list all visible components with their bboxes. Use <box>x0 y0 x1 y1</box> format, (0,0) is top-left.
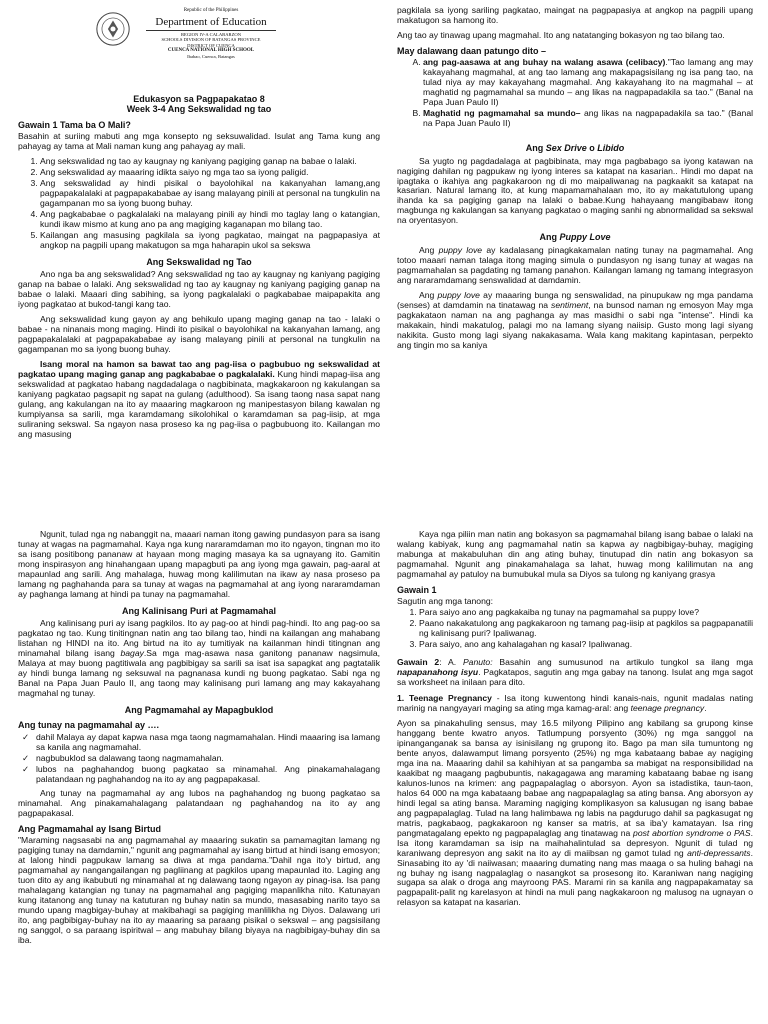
paragraph-text: sentiment <box>551 299 589 310</box>
paragraph-text: - Isa itong kuwentong hindi kanais-nais, ngunit madalas nating marinig na nangyayari maging sa ating mga kamag-aral: ang <box>397 693 753 713</box>
list-item: 2. Ang sekswalidad ay maaaring idikta saiyo ng mga tao sa iyong paligid. <box>40 168 380 178</box>
list-item: 3. Para saiyo, ano ang kahalagahan ng kasal? Ipaliwanag. <box>419 640 753 650</box>
tunay-na-pagmamahal-heading: Ang tunay na pagmamahal ay …. <box>18 720 160 731</box>
heading-part: Ang <box>525 143 546 154</box>
list-item: 1. Ang sekswalidad ng tao ay kaugnay ng kaniyang pagiging ganap na babae o lalaki. <box>40 157 380 167</box>
gawain1-heading: Gawain 1 <box>397 584 437 595</box>
region-label: REGION IV-A CALABARZON <box>180 31 242 37</box>
mapagbuklod-heading: Ang Pagmamahal ay Mapagbuklod <box>124 704 274 715</box>
sex-drive-paragraph: Sa yugto ng pagdadalaga at pagbibinata, may mga pagbabago sa iyong katawan na nagiging dahilan ng pagpukaw ng iyong interes sa katapat na kasarian.. Hindi mo dapat na ipagtaka o ikahiya ang pagkakaroon ng di mo maipaliwanag na pagkaakit sa katapat na kasarian. Natural lamang ito, at kung mapamamahalaan mo, ito ay makatutulong upang ihanda ka sa pagiging ganap na lalaki o babae.Kung hahayaang mangibabaw itong magbunga ng kakulangan sa kanyang pagkatao o maging sanhi ng abnormalidad sa sekswal na oryentasyon. <box>397 155 753 226</box>
heading-part: Sex Drive <box>545 143 587 154</box>
paragraph-text: napapanahong isyu <box>397 667 479 678</box>
sekswalidad-heading: Ang Sekswalidad ng Tao <box>146 256 252 267</box>
tunay-checklist <box>18 733 380 785</box>
list-item <box>423 109 753 129</box>
list-item: 3. Ang sekswalidad ay hindi pisikal o bayolohikal na kakanyahan lamang,ang pagpapakalalaki at pagpapakababae ay isang malayang pinili at personal na tungkulin na gagampanan mo sa iyong buong buhay. <box>40 179 380 209</box>
teenage-pregnancy-title: 1. Teenage Pregnancy <box>397 693 492 704</box>
paragraph-text: .Sa mga mag-asawa nasa ganitong pananaw nagsimula, Malaya at may buong pagtitiwala ang pagbibigay sa sarili sa isat isa sapagkat ang pagtatalik ay hindi bunga lamang ng seksuwal na pagnanasa kundi ng buong pagkatao. Sabi nga ng Banal na Papa Juan Paulo II, ang taong may kalinisang puri lamang ang may kakayahang magmahal ng tunay. <box>18 648 380 698</box>
paragraph-text: puppy love <box>438 244 483 255</box>
paragraph-text: Basahin ang sumusunod na artikulo tungkol sa ilang mga <box>492 657 753 668</box>
list-item: 4. Ang pagkababae o pagkalalaki na malayang pinili ay hindi mo taglay lang o katangian, kundi ikaw mismo at kung ano pa ang magiging kaganapan mo bilang tao. <box>40 210 380 230</box>
panuto-label: Panuto: <box>462 657 493 668</box>
sekswalidad-paragraph-2: Ang sekswalidad kung gayon ay ang behikulo upang maging ganap na tao - lalaki o babae - na ninanais mong maging. Hindi ito pisikal o bayolohikal na kakanyahan lamang, ang pagpapakalalaki at pagpapakababae ay isang malayang pinili at personal na tungkulin na gagampanan mo sa iyong buong buhay. <box>18 314 380 354</box>
paragraph-text: Kung hindi mapag-iisa ang sekswalidad at pagkatao habang nagdadalaga o nagbibinata, magkakaroon ng kakulangan sa kaniyang pagkatao pagsapit ng sapat na gulang (adulthood). Sa isang taong nasa sapat nang gulang, ang kakulangan na ito ay maaaring magkaroon ng manipestasyon bilang kawalan ng kumpiyansa sa sarili, mga karamdamang sikolohikal o karamdaman sa pag-iisip, at mga suliraning sekswal. Sa ngayon nasa proseso ka ng pag-iisa o pagbubuong ito. Kailangan mo ang masusing <box>18 368 380 439</box>
page-2-column <box>397 6 753 506</box>
list-item: ✓ lubos na paghahandog buong pagkatao sa minamahal. Ang pinakamahalagang palatandaan ng paghahandog na ito ay ang pagpapakasal. <box>36 765 380 785</box>
daan-b-title: Maghatid ng pagmamahal sa mundo– <box>423 108 581 119</box>
birtud-heading: Ang Pagmamahal ay Isang Birtud <box>18 823 162 834</box>
gawain2-instructions <box>397 658 753 688</box>
bokasyon-paragraph: Kaya nga piliin man natin ang bokasyon sa pagmamahal bilang isang babae o lalaki na walang kabiyak, kung ang pagmamahal natin sa kapwa ay nagbibigay-buhay, magiging mabunga at makabuluhan din ang ating buhay, tinutupad din natin ang bokasyon sa pagmamahal. Ngunit ang pinakamahalaga sa lahat, huwag mong kalilimutan na ang pagmamahal ay patuloy na bumubukal mula sa Diyos sa tulong ng kaniyang grasya <box>397 530 753 579</box>
deped-header <box>18 6 380 90</box>
paragraph-text: bagay <box>120 648 144 659</box>
school-name: CUENCA NATIONAL HIGH SCHOOL <box>167 48 255 54</box>
department-name: Department of Education <box>155 15 267 28</box>
page-1-column <box>18 6 380 506</box>
teenage-pregnancy-intro <box>397 694 753 714</box>
continuation-text: pagkilala sa iyong sariling pagkatao, maingat na pagpapasiya at angkop na pagpili upang makatugon sa hamong ito. <box>397 6 753 25</box>
list-item: 2. Paano nakakatulong ang pagkakaroon ng tamang pag-iisip at pagkilos sa pagpapanatili ng kalinisang puri? Ipaliwanag. <box>419 619 753 639</box>
paragraph-text: Ang kalinisang puri ay isang pagkilos. Ito ay pag-oo at hindi pag-hindi. Ito ang pag-oo sa pagkatao ng tao. Kung tinitingnan natin ang tao bilang tao, hindi na kailangan ang mahabang listahan ng HINDI na ito. Ang birtud na ito ay tumitiyak na kailanman hindi titingnan ang minamahal bilang isang <box>18 618 380 659</box>
daan-a-title: ang pag-aasawa at ang buhay na walang asawa (celibacy) <box>423 57 666 68</box>
sekswalidad-paragraph-3 <box>18 360 380 440</box>
page-3-column <box>18 530 380 1020</box>
gawain1-tama-mali-heading: Gawain 1 Tama ba O Mali? <box>18 119 131 130</box>
heading-part: Libido <box>597 143 625 154</box>
title-week: Week 3-4 Ang Sekswalidad ng tao <box>126 104 272 115</box>
heading-part: Ang <box>539 232 560 243</box>
paragraph-text: . Isa itong karamdaman sa isip na maihahalintulad sa depresyon. Ngunit di tulad ng karaniwang depresyon ang sakit na ito ay di maiibsan ng gamot tulad ng <box>397 827 753 858</box>
paragraph-text: , na bunsod naman ng emosyon May mga pagkakataon naman na ang paghanga ay mas masidhi o sabi nga "intense". Hindi ka makakain, hindi makatulog, palagi mo na lamang siyang naiisip. Gusto mong lagi siyang nakikita. Gusto mong lagi siyang nakakasama. Wala kang makitang kapintasan, perpekto ang tingin mo sa kaniya <box>397 299 753 350</box>
list-item: ✓ nagbubuklod sa dalawang taong nagmamahalan. <box>36 754 380 764</box>
kalinisang-puri-heading: Ang Kalinisang Puri at Pagmamahal <box>121 605 277 616</box>
gawain1-intro: Basahin at suriing mabuti ang mga konsepto ng seksuwalidad. Isulat ang Tama kung ang pahayag ay tama at Mali naman kung ang pahayag ay mali. <box>18 131 380 152</box>
school-address: Ibabao, Cuenca, Batangas <box>187 54 235 60</box>
pundasyon-paragraph: Ngunit, tulad nga ng nabanggit na, maaari naman itong gawing pundasyon para sa isang tunay at wagas na pagmamahal. Kaya nga kung nararamdaman mo ito ngayon, tingnan mo ito sa isang positibong pananaw at hayaan mong maging masaya ka sa ugnayang ito. Gamitin mong inspirasyon ang hinahangaan upang mapagbuti pa ang iyong mga gawain, pag-aaral at mapaunlad ang sarili. Ang mahalaga, huwag mong kalilimutan na ikaw ay nasa proseso pa lamang ng paghahanda para sa tunay at wagas na pagmamahal at ang iyong nararamdaman ay paghanga lamang at hindi pa tunay na pagmamahal. <box>18 530 380 599</box>
paragraph-text: puppy love <box>437 289 480 300</box>
paragraph-text: anti-depressants <box>687 847 751 858</box>
puppy-love-paragraph-2 <box>397 291 753 351</box>
tinawag-paragraph: Ang tao ay tinawag upang magmahal. Ito ang natatanging bokasyon ng tao bilang tao. <box>397 29 725 40</box>
division-label: SCHOOLS DIVISION OF BATANGAS PROVINCE <box>161 37 261 43</box>
title-subject: Edukasyon sa Pagpapakatao 8 <box>133 94 265 104</box>
birtud-paragraph: "Maraming nagsasabi na ang pagmamahal ay maaaring sukatin sa pamamagitan lamang ng pagiging tunay na damdamin," ngunit ang pagmamahal ay isang birtud at hindi isang emosyon; at lalong hindi pagpukaw lamang sa diwa at mga pandama."Dahil nga ito'y birtud, ang pagmamahal ay nangangailangan ng pagliinang at pagkilos upang mapaunlad ito. Laging ang tuon dito ay ang ikabubuti ng minamahal at ng dalawang taong ngayon ay pinag-isa. Isa pang mahalagang katangian ng tunay na pagmamahal ang pagiging mapanlikha nito. Katunayan kung itatanong ang tunay na katuturan ng buhay natin sa mundo, masasabing narito tayo sa mundo upang magbigay-buhay at makibahagi sa pagiging manlilikha ng Diyos. Dalawang uri ito, ang pagbibigay-buhay na ito ay maaaring sa paraang pisikal o sekswal – ang pagsisilang ng sanggol, o sa paraang ispiritwal – ang mabuhay bilang biyaya na nagbibigay-buhay din sa iba. <box>18 835 380 945</box>
heading-part: o <box>586 143 598 154</box>
tama-mali-list <box>18 157 380 251</box>
list-item <box>423 58 753 108</box>
document-title <box>18 94 380 115</box>
puppy-love-paragraph-1 <box>397 246 753 286</box>
deped-seal-icon <box>96 12 130 46</box>
teenage-pregnancy-paragraph <box>397 719 753 908</box>
paragraph-text: ay maaaring bunga ng senswalidad, na pinupukaw ng mga pandama (senses) at damdamin na tinatawag na <box>397 289 753 310</box>
header-text <box>136 8 286 60</box>
list-item: 1. Para saiyo ano ang pagkakaiba ng tunay na pagmamahal sa puppy love? <box>419 608 753 618</box>
page-4-column <box>397 530 753 1020</box>
paragraph-text: Ang <box>419 244 439 255</box>
lubos-paragraph: Ang tunay na pagmamahal ay ang lubos na paghahandog ng buong pagkatao sa minamahal. Ang pinakamahalagang palatandaan ng paghahandog na ito ay ang pagpapakasal. <box>18 787 380 818</box>
dalawang-daan-heading: May dalawang daan patungo dito – <box>397 45 547 56</box>
paragraph-text: post abortion syndrome o PAS <box>633 827 751 838</box>
paragraph-text: ay kadalasang pinagkakamalan nating tunay na pagmamahal. Ang totoo maaari naman talaga itong maging simula o pundasyon ng isang tunay at wagas na pagmamahalan sa pagdating ng tamang panahon. Kailangan lamang ng tamang integrasyon ang nararamdamang senswalidad at damdamin. <box>397 244 753 285</box>
paragraph-text: Ayon sa pinakahuling sensus, may 16.5 milyong Pilipino ang kabilang sa grupong kinse hanggang bente kwatro anyos. Tatlumpung porsyento (30%) ng mga sanggol na ipinanganganak sa bansa ay isinisilang ng grupong ito. Bago pa man sila tumuntong ng bente anyos, dalawamput limang porsyento (25%) ng mga kabataang babae ay nagiging mga ina na. Maaaring dahil sa kahihiyan at sa pangamba sa mabigat na responsibilidad na kaakibat ng maagang pagbubuntis, nakagagawa ang maraming kabataang babae ng isang kalunos-lunos na krimen: ang pagpapalaglag o aborsyon. Ayon sa istadistika, taun-taon, halos 64 000 na mga kabataang babae ang nagpapalaglag sa ating bansa. Ang aborsyon ay hindi legal sa ating bansa. Maraming nagiging komplikasyon sa kalusugan ng isang babae ang pagpapalaglag. Tulad na lang halimbawa ng labis na pagdurugo dahil sa pagkasugat ng matris, pagkabaog, pagkakaroon ng kanser sa matris, at sa iba'y kamatayan. Isa ring pangmatagalang epekto ng pagpapalaglag ang tinatawag na <box>397 717 753 838</box>
paragraph-text: teenage pregnancy <box>630 703 705 713</box>
gawain1-instructions: Sagutin ang mga tanong: <box>397 596 494 607</box>
list-item: 5. Kailangan ang masusing pagkilala sa iyong pagkatao, maingat na pagpapasiya at angkop na pagpili upang makatugon sa mga haharapin ukol sa sekswa <box>40 231 380 251</box>
paragraph-text: . Pagkatapos, sagutin ang mga gabay na tanong. Isulat ang mga sagot sa worksheet na inilaan para dito. <box>397 667 753 688</box>
paragraph-text: : A. <box>439 657 463 668</box>
gawain1-questions <box>397 608 753 650</box>
list-item: ✓ dahil Malaya ay dapat kapwa nasa mga taong nagmamahalan. Hindi maaaring isa lamang sa kanila ang nagmamahal. <box>36 733 380 753</box>
sekswalidad-paragraph-1: Ano nga ba ang sekswalidad? Ang sekswalidad ng tao ay kaugnay ng kaniyang pagiging ganap na babae o lalaki. Ang sekswalidad ng tao ay kaugnay ng kaniyang pagiging ganap na babae o lalaki. Maaari ding sabihing, sa iyong pagkalalaki o pagkababae maipapakita ang iyong pagkatao at bukod-tangi kang tao. <box>18 269 380 310</box>
paragraph-text: . Sinasabing ito ay 'di naiiwasan; maaaring dumating nang mas maaga o sa huling bahagi na ng buhay ng isang nagpalaglag o nasangkot sa prosesong ito. Karaniwan nang nagiging sugapa sa alak o droga ang mayroong PAS. Marami rin sa kanila ang nagpapakamatay sa pagpapalit-palit ng karelasyon at hindi na muli pang nagkakaroon ng malusog na ugnayan o relasyon sa katapat na kasarian. <box>397 847 753 908</box>
paragraph-text: Ang <box>419 289 438 300</box>
gawain2-label: Gawain 2 <box>397 657 440 668</box>
district-label: DISTRICT OF CUENCA <box>187 42 235 48</box>
header-divider <box>146 30 276 31</box>
kalinisang-puri-paragraph <box>18 619 380 699</box>
moral-hamon-statement: Isang moral na hamon sa bawat tao ang pag-iisa o pagbubuo ng sekswalidad at pagkatao upang maging ganap ang pagkababae o pagkalalaki. <box>18 358 380 379</box>
puppy-love-heading <box>397 232 753 242</box>
daan-a-text: ."Tao lamang ang may kakayahang magmahal, at ang tao lamang ang makapagsisilang ng isa pang tao, na tulad niya ay may kakayahang magmahal. Ang kakayahang ito na magmahal – at maghatid ng pagmamahal sa mundo – ang likas na nagpapadakila sa tao." (Banal na Papa Juan Paulo II) <box>423 57 753 108</box>
daan-b-text: ang likas na nagpapadakila sa tao." (Banal na Papa Juan Paulo II) <box>423 108 753 129</box>
daan-list <box>397 58 753 129</box>
republic-label: Republic of the Philippines <box>183 8 239 13</box>
sex-drive-heading <box>397 143 753 153</box>
paragraph-text: . <box>704 703 707 713</box>
heading-part: Puppy Love <box>559 232 611 243</box>
